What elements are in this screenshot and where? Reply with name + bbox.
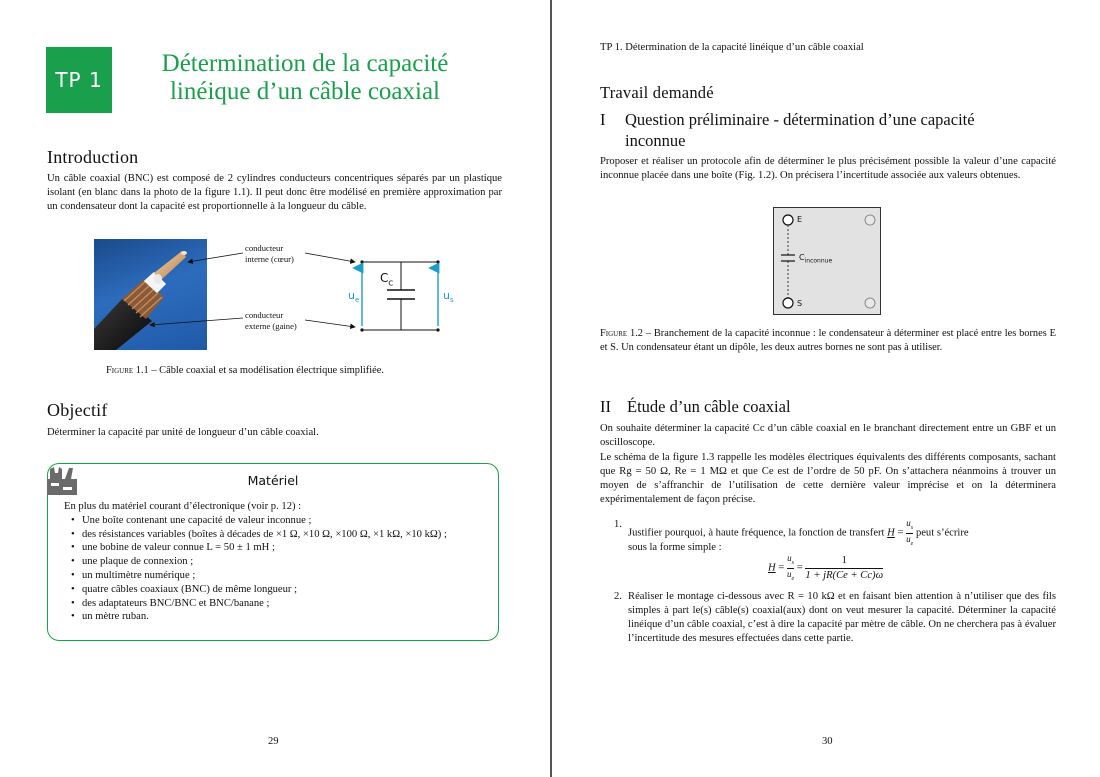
q1-text: Justifier pourquoi, à haute fréquence, la fonction de transfert H = $\frac{u_s}{u_e}$ peut s’écrire xyxy=(628,518,969,547)
materiel-item: • quatre câbles coaxiaux (BNC) de même longueur ; xyxy=(82,583,489,597)
terminal-unused-top xyxy=(865,215,875,225)
terminal-unused-bottom xyxy=(865,298,875,308)
materiel-item: • Une boîte contenant une capacité de valeur inconnue ; xyxy=(82,514,489,528)
label-inner-conductor: conducteur interne (cœur) xyxy=(245,243,294,264)
materiel-item: • des adaptateurs BNC/BNC et BNC/banane ; xyxy=(82,597,489,611)
page-number-left: 29 xyxy=(268,736,279,747)
section-1-text: Proposer et réaliser un protocole afin de déterminer le plus précisément possible la valeur d’une capacité inconnue placée dans une boîte (Fig. 1.2). On précisera l’incertitude associée aux valeurs obtenues. xyxy=(600,156,1056,181)
capacitor-box-figure xyxy=(773,207,881,315)
objectif-heading: Objectif xyxy=(47,400,108,420)
terminal-s xyxy=(783,298,793,308)
us-label: $u_s$ xyxy=(443,289,454,305)
label-e: E xyxy=(797,215,803,224)
arrow-to-outer xyxy=(150,318,243,325)
running-head: TP 1. Détermination de la capacité linéique d’un câble coaxial xyxy=(600,42,864,53)
capacitor-circuit xyxy=(360,260,439,331)
figure-1-2-caption: Figure 1.2 – Branchement de la capacité inconnue : le condensateur à déterminer est placé entre les bornes E et S. Un condensateur étant un dipôle, les deux autres bornes ne sont pas à utiliser. xyxy=(600,328,1056,353)
tp-title-line-2: linéique d’un câble coaxial xyxy=(169,78,441,105)
materiel-item: • des résistances variables (boîtes à décades de ×1 Ω, ×10 Ω, ×100 Ω, ×1 kΩ, ×10 kΩ) ; xyxy=(82,528,489,542)
tp-title-line-1: Détermination de la capacité xyxy=(161,50,449,77)
section-2-para-1: On souhaite déterminer la capacité Cc d’un câble coaxial en le branchant directement entre un GBF et un oscilloscope. xyxy=(600,423,1056,448)
intro-text: Un câble coaxial (BNC) est composé de 2 cylindres conducteurs concentriques séparés par un plastique isolant (en blanc dans la photo de la figure 1.1). Il peut donc être modélisé en première approximation par un condensateur dont la capacité est proportionnelle à la longueur du câble. xyxy=(47,173,502,212)
tp-badge: TP 1 xyxy=(46,47,112,113)
materiel-box xyxy=(47,463,499,641)
q1-equation: H = $\frac{u_s}{u_e}$ = $\frac{1}{1 + jR(Ce + Cc)\omega}$ xyxy=(768,553,884,582)
materiel-item: • un mètre ruban. xyxy=(82,610,489,624)
arrow-outer-to-circuit xyxy=(305,320,355,327)
figure-arrows xyxy=(0,0,550,400)
materiel-item: • un multimètre numérique ; xyxy=(82,569,489,583)
terminal-e xyxy=(783,215,793,225)
materiel-item: • une bobine de valeur connue L = 50 ± 1 mH ; xyxy=(82,541,489,555)
q1-number: 1. xyxy=(614,519,622,530)
objectif-text: Déterminer la capacité par unité de longueur d’un câble coaxial. xyxy=(47,427,319,438)
materiel-title: Matériel xyxy=(247,473,299,488)
travail-heading: Travail demandé xyxy=(600,83,714,102)
q2-number: 2. xyxy=(614,591,622,602)
page-number-right: 30 xyxy=(822,736,833,747)
materiel-intro: En plus du matériel courant d’électronique (voir p. 12) : xyxy=(64,501,302,512)
section-1-heading: I Question préliminaire - détermination d’une capacité inconnue xyxy=(600,110,975,150)
materiel-item: • une plaque de connexion ; xyxy=(82,555,489,569)
section-2-para-2: Le schéma de la figure 1.3 rappelle les modèles électriques équivalents des différents composants, sachant que Rg = 50 Ω, Re = 1 MΩ et que Ce est de l’ordre de 50 pF. On s’attachera néanmoins à trouver un moyen de s’affranchir de l’utilisation de cette dernière valeur imprécise et on la déterminera expérimentalement de façon précise. xyxy=(600,452,1056,505)
q1-text-continued: sous la forme simple : xyxy=(628,542,722,553)
q2-text: Réaliser le montage ci-dessous avec R = 10 kΩ et en faisant bien attention à n’utiliser que des fils simples à part le(s) câble(s) coaxial(aux) dont on veut mesurer la capacité. Déterminer la capacité linéique d’un câble coaxial, c’est à dire la capacité par mètre de câble. On ne cherchera pas à évaluer l’incertitude des mesures effectuées dans cette partie. xyxy=(628,591,1056,644)
arrow-to-inner xyxy=(188,253,243,262)
arrow-inner-to-circuit xyxy=(305,253,355,262)
label-s: S xyxy=(797,299,803,308)
materiel-list xyxy=(64,500,489,624)
label-outer-conductor: conducteur externe (gaine) xyxy=(245,310,297,331)
right-page xyxy=(552,0,1100,777)
intro-heading: Introduction xyxy=(47,147,139,167)
figure-1-1-caption: Figure 1.1 – Câble coaxial et sa modélisation électrique simplifiée. xyxy=(106,365,384,376)
section-2-heading: II Étude d’un câble coaxial xyxy=(600,397,791,416)
capacitor-label: $C_C$ xyxy=(380,271,394,288)
ue-label: $u_e$ xyxy=(348,289,360,305)
label-c-inconnue: $C_{inconnue}$ xyxy=(799,253,833,265)
